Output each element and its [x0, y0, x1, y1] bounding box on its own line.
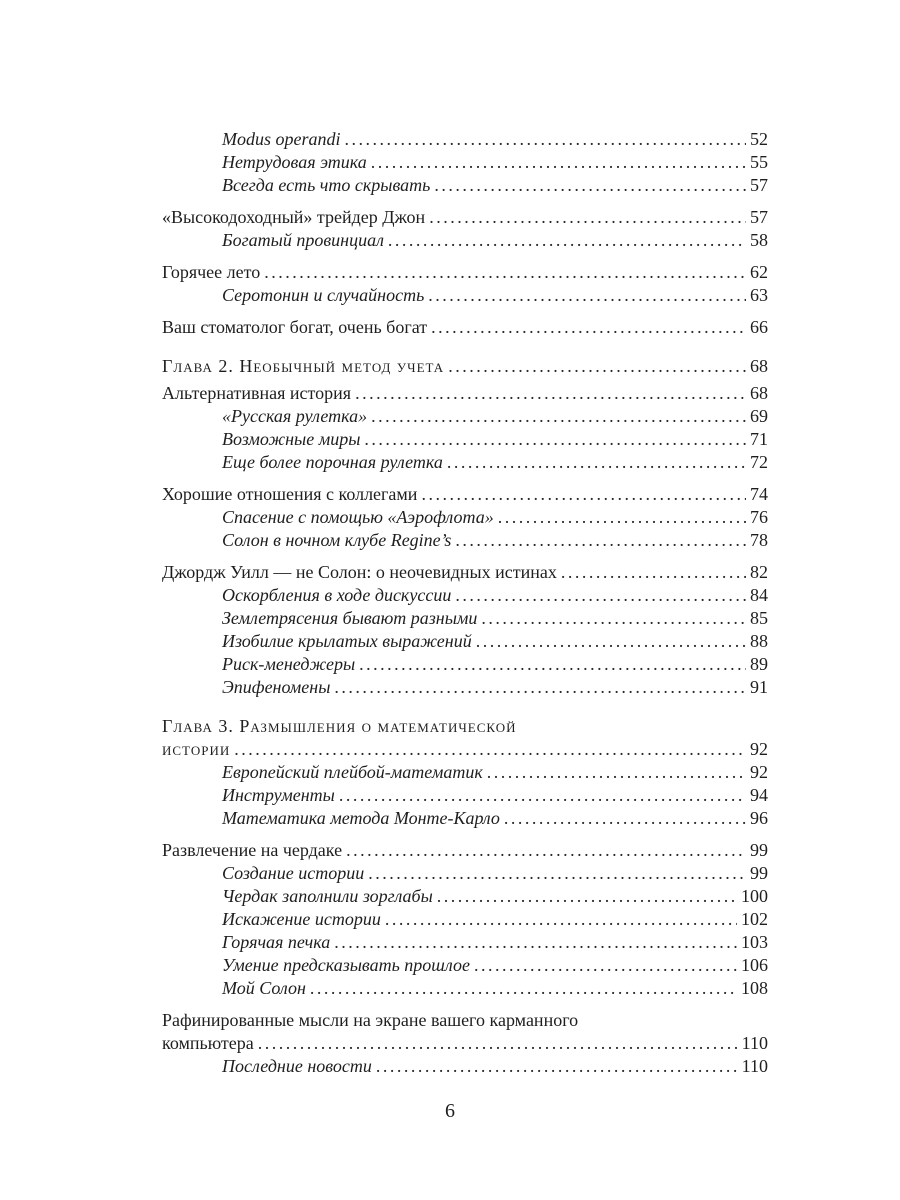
dot-leader: [359, 653, 746, 676]
toc-subsection-entry: [162, 529, 768, 552]
toc-subsection-entry: [162, 451, 768, 474]
toc-entry-title: Ваш стоматолог богат, очень богат: [162, 317, 428, 337]
toc-page-number: 55: [750, 152, 768, 172]
toc-subsection-entry: [162, 885, 768, 908]
dot-leader: [368, 862, 746, 885]
dot-leader: [481, 607, 746, 630]
toc-page-number: 58: [750, 230, 768, 250]
dot-leader: [487, 761, 746, 784]
toc-page-number: 85: [750, 608, 768, 628]
toc-section-entry: [162, 483, 768, 506]
toc-entry-title-continued: компьютера: [162, 1033, 254, 1053]
toc-page-number: 63: [750, 285, 768, 305]
dot-leader: [561, 561, 746, 584]
toc-entry-title: Возможные миры: [222, 429, 361, 449]
toc-section-entry: [162, 316, 768, 339]
toc-page-number: 92: [750, 762, 768, 782]
toc-entry-title: Землетрясения бывают разными: [222, 608, 478, 628]
toc-entry-title: Создание истории: [222, 863, 365, 883]
toc-subsection-entry: [162, 862, 768, 885]
dot-leader: [429, 206, 746, 229]
toc-subsection-entry: [162, 653, 768, 676]
toc-entry-title: Солон в ночном клубе Regine’s: [222, 530, 452, 550]
toc-entry-title: Искажение истории: [222, 909, 381, 929]
toc-subsection-entry: [162, 174, 768, 197]
toc-entry-title: «Русская рулетка»: [222, 406, 368, 426]
toc-section-entry: [162, 561, 768, 584]
dot-leader: [437, 885, 737, 908]
toc-entry-title: Развлечение на чердаке: [162, 840, 343, 860]
dot-leader: [258, 1032, 738, 1055]
toc-subsection-entry: [162, 128, 768, 151]
dot-leader: [334, 676, 746, 699]
toc-chapter-entry: [162, 355, 768, 378]
toc-chapter-title: Глава 2. Необычный метод учета: [162, 356, 445, 376]
toc-entry-title: Всегда есть что скрывать: [222, 175, 431, 195]
toc-page-number: 78: [750, 530, 768, 550]
toc-page-number: 91: [750, 677, 768, 697]
toc-page-number: 92: [750, 739, 768, 759]
toc-subsection-entry: [162, 584, 768, 607]
toc-page-number: 57: [750, 207, 768, 227]
toc-entry-title: Горячая печка: [222, 932, 331, 952]
toc-subsection-entry: [162, 151, 768, 174]
table-of-contents: [162, 128, 768, 1078]
toc-chapter-entry: [162, 738, 768, 761]
toc-entry-title: Рафинированные мысли на экране вашего карманного: [162, 1010, 579, 1030]
dot-leader: [385, 908, 737, 931]
toc-section-entry: [162, 382, 768, 405]
dot-leader: [234, 738, 746, 761]
toc-page-number: 52: [750, 129, 768, 149]
toc-subsection-entry: [162, 954, 768, 977]
dot-leader: [476, 630, 746, 653]
dot-leader: [421, 483, 746, 506]
dot-leader: [364, 428, 746, 451]
dot-leader: [474, 954, 737, 977]
toc-page-number: 74: [750, 484, 768, 504]
toc-page-number: 66: [750, 317, 768, 337]
toc-subsection-entry: [162, 784, 768, 807]
toc-section-entry: [162, 261, 768, 284]
toc-section-entry: [162, 206, 768, 229]
toc-entry-title: Инструменты: [222, 785, 335, 805]
toc-entry-title: Хорошие отношения с коллегами: [162, 484, 418, 504]
dot-leader: [434, 174, 746, 197]
toc-page-number: 72: [750, 452, 768, 472]
toc-page-number: 110: [741, 1056, 768, 1076]
toc-entry-title: Modus operandi: [222, 129, 341, 149]
dot-leader: [339, 784, 746, 807]
toc-page-number: 108: [741, 978, 768, 998]
dot-leader: [448, 355, 746, 378]
dot-leader: [455, 584, 746, 607]
dot-leader: [371, 151, 746, 174]
toc-entry-title: Еще более порочная рулетка: [222, 452, 443, 472]
toc-entry-title: Горячее лето: [162, 262, 261, 282]
dot-leader: [504, 807, 746, 830]
toc-subsection-entry: [162, 977, 768, 1000]
toc-page-number: 71: [750, 429, 768, 449]
toc-entry-title: Оскорбления в ходе дискуссии: [222, 585, 452, 605]
toc-page-number: 57: [750, 175, 768, 195]
toc-subsection-entry: [162, 1055, 768, 1078]
toc-page-number: 94: [750, 785, 768, 805]
toc-entry-title: Серотонин и случайность: [222, 285, 425, 305]
toc-page-number: 99: [750, 840, 768, 860]
dot-leader: [345, 128, 747, 151]
toc-page-number: 100: [741, 886, 768, 906]
toc-subsection-entry: [162, 908, 768, 931]
toc-page-number: 68: [750, 356, 768, 376]
dot-leader: [447, 451, 746, 474]
toc-entry-title: Умение предсказывать прошлое: [222, 955, 470, 975]
toc-subsection-entry: [162, 676, 768, 699]
toc-section-entry: [162, 839, 768, 862]
toc-entry-title: Изобилие крылатых выражений: [222, 631, 472, 651]
toc-chapter-title: Глава 3. Размышления о математической: [162, 716, 517, 736]
dot-leader: [428, 284, 746, 307]
dot-leader: [388, 229, 746, 252]
toc-subsection-entry: [162, 229, 768, 252]
dot-leader: [455, 529, 746, 552]
toc-subsection-entry: [162, 405, 768, 428]
page-number-footer: 6: [445, 1100, 455, 1122]
toc-page-number: 69: [750, 406, 768, 426]
toc-entry-title: Чердак заполнили зорглабы: [222, 886, 433, 906]
dot-leader: [346, 839, 746, 862]
toc-entry-title: Нетрудовая этика: [222, 152, 367, 172]
toc-page-number: 89: [750, 654, 768, 674]
toc-subsection-entry: [162, 428, 768, 451]
toc-subsection-entry: [162, 761, 768, 784]
toc-entry-title: Риск-менеджеры: [222, 654, 356, 674]
toc-section-entry: [162, 1032, 768, 1055]
dot-leader: [376, 1055, 738, 1078]
toc-entry-title: Европейский плейбой-математик: [222, 762, 483, 782]
toc-page-number: 103: [741, 932, 768, 952]
toc-subsection-entry: [162, 630, 768, 653]
toc-entry-title: Спасение с помощью «Аэрофлота»: [222, 507, 494, 527]
dot-leader: [264, 261, 746, 284]
toc-page-number: 62: [750, 262, 768, 282]
toc-page-number: 99: [750, 863, 768, 883]
toc-chapter-title-continued: истории: [162, 739, 231, 759]
dot-leader: [431, 316, 746, 339]
toc-page-number: 76: [750, 507, 768, 527]
dot-leader: [371, 405, 746, 428]
dot-leader: [310, 977, 737, 1000]
toc-page-number: 68: [750, 383, 768, 403]
toc-page-number: 82: [750, 562, 768, 582]
toc-entry-title: Богатый провинциал: [222, 230, 384, 250]
dot-leader: [355, 382, 746, 405]
toc-subsection-entry: [162, 506, 768, 529]
toc-page-number: 84: [750, 585, 768, 605]
toc-page-number: 110: [741, 1033, 768, 1053]
toc-entry-title: Альтернативная история: [162, 383, 352, 403]
toc-subsection-entry: [162, 931, 768, 954]
dot-leader: [498, 506, 746, 529]
toc-subsection-entry: [162, 284, 768, 307]
toc-entry-title: Джордж Уилл — не Солон: о неочевидных истинах: [162, 562, 557, 582]
toc-subsection-entry: [162, 607, 768, 630]
toc-page-number: 88: [750, 631, 768, 651]
toc-entry-title: «Высокодоходный» трейдер Джон: [162, 207, 426, 227]
dot-leader: [334, 931, 737, 954]
toc-subsection-entry: [162, 807, 768, 830]
toc-entry-title: Мой Солон: [222, 978, 306, 998]
toc-page-number: 102: [741, 909, 768, 929]
toc-page-number: 96: [750, 808, 768, 828]
toc-entry-title: Последние новости: [222, 1056, 372, 1076]
toc-entry-title: Эпифеномены: [222, 677, 331, 697]
toc-entry-title: Математика метода Монте-Карло: [222, 808, 500, 828]
toc-page-number: 106: [741, 955, 768, 975]
